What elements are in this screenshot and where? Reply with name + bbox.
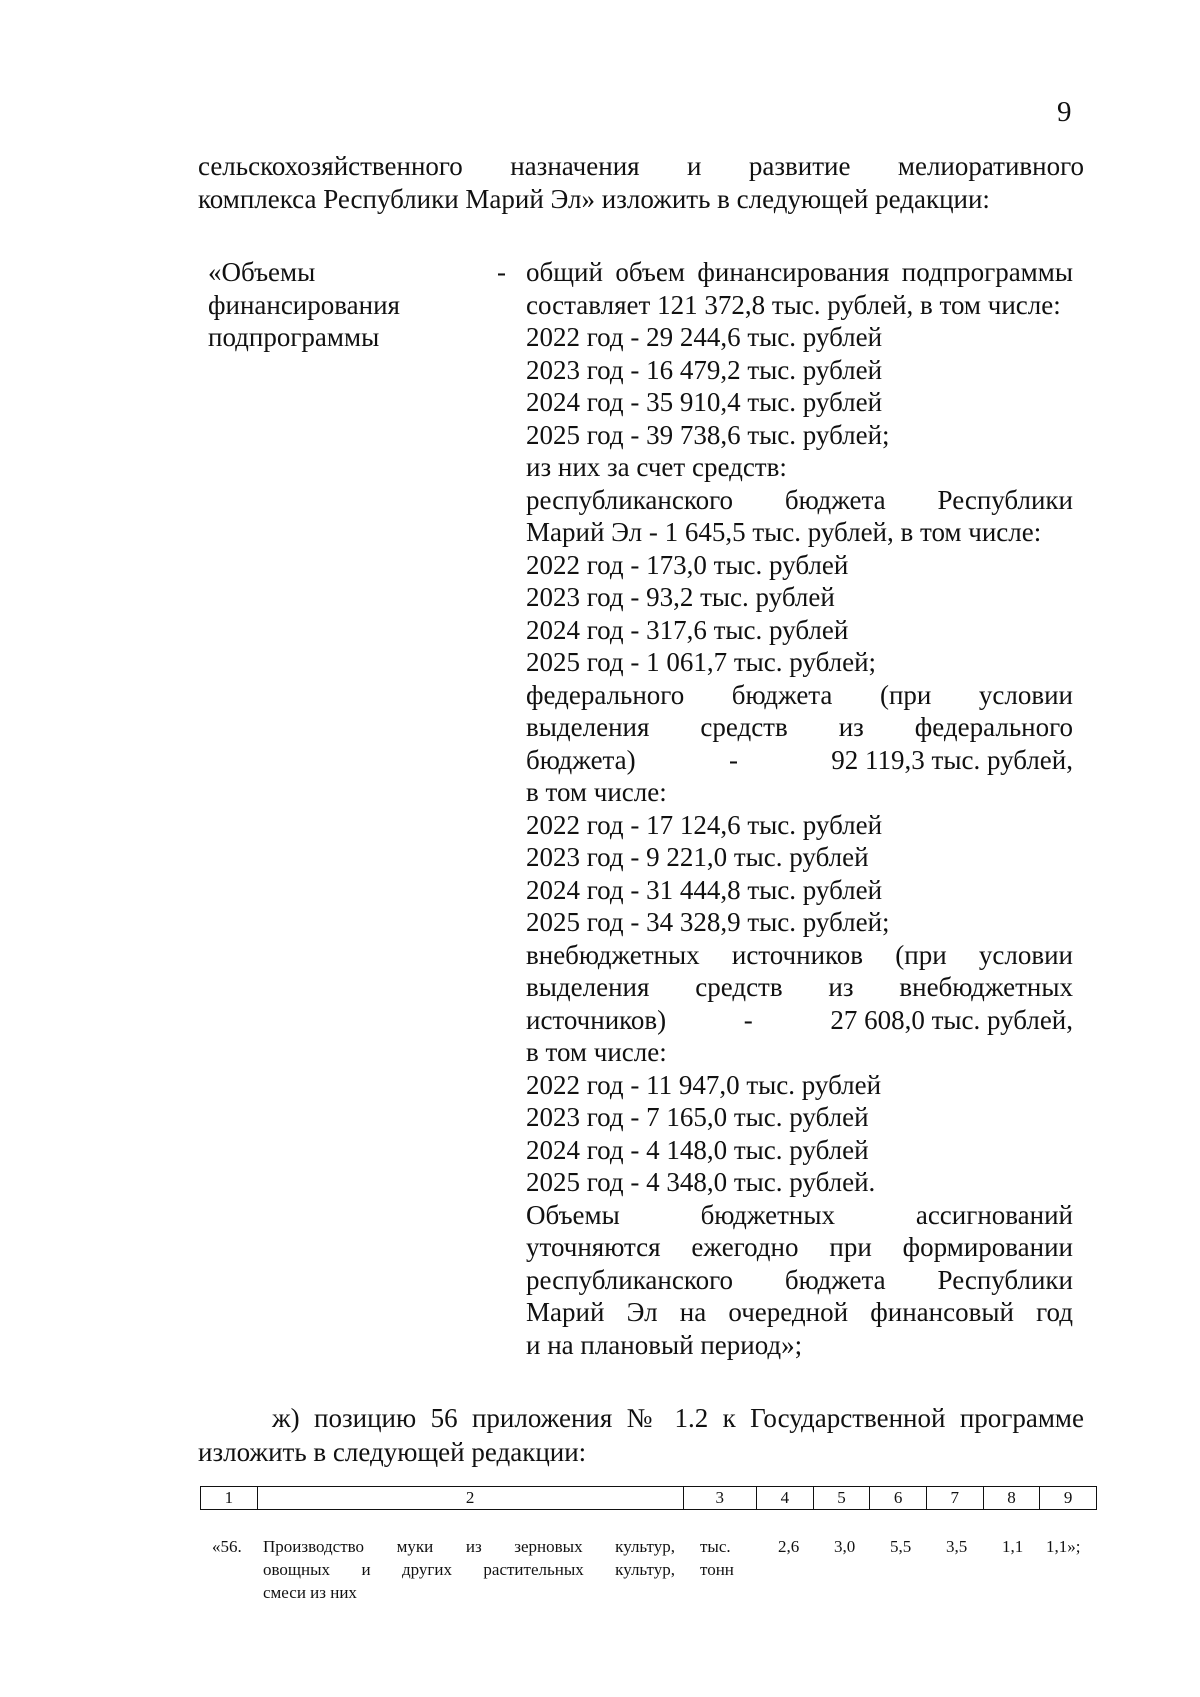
column-header: 7 (926, 1487, 983, 1510)
row-name-line: смеси из них (263, 1583, 357, 1602)
value-fragment: источников) (526, 1004, 667, 1035)
value-line: 2023 год - 93,2 тыс. рублей (526, 582, 835, 612)
column-header: 5 (813, 1487, 870, 1510)
row-unit-line: тыс. (700, 1537, 731, 1556)
value-line: 2023 год - 7 165,0 тыс. рублей (526, 1102, 869, 1132)
value-line: 2022 год - 29 244,6 тыс. рублей (526, 322, 883, 352)
column-header: 8 (983, 1487, 1040, 1510)
value-line: 2025 год - 34 328,9 тыс. рублей; (526, 907, 890, 937)
row-unit-line: тонн (700, 1560, 734, 1579)
paragraph-line: изложить в следующей редакции: (198, 1437, 587, 1467)
row-value-4: 2,6 (778, 1537, 800, 1556)
value-fragment: 92 119,3 тыс. рублей, (831, 744, 1073, 775)
column-header: 9 (1040, 1487, 1097, 1510)
column-header: 1 (201, 1487, 258, 1510)
value-line: 2023 год - 16 479,2 тыс. рублей (526, 354, 883, 385)
label-line: подпрограммы (208, 322, 380, 352)
value-line: уточняются ежегодно при формировании (526, 1232, 1073, 1262)
label-line: финансирования (208, 289, 400, 320)
value-line (526, 1004, 1073, 1037)
row-number: «56. (212, 1537, 242, 1556)
value-fragment: - (728, 744, 738, 775)
value-line: из них за счет средств: (526, 452, 787, 482)
value-line: 2025 год - 39 738,6 тыс. рублей; (526, 419, 890, 450)
row-value-5: 3,0 (834, 1537, 856, 1556)
value-line: республиканского бюджета Республики (526, 484, 1073, 515)
value-line: 2024 год - 35 910,4 тыс. рублей (526, 387, 883, 417)
column-header: 4 (757, 1487, 814, 1510)
value-line: 2024 год - 4 148,0 тыс. рублей (526, 1134, 869, 1165)
value-line: 2022 год - 173,0 тыс. рублей (526, 549, 849, 580)
value-line: Марий Эл - 1 645,5 тыс. рублей, в том числе: (526, 517, 1042, 547)
value-line: 2022 год - 11 947,0 тыс. рублей (526, 1069, 882, 1100)
value-fragment: 27 608,0 тыс. рублей, (830, 1004, 1073, 1035)
value-fragment: бюджета) (526, 744, 636, 775)
value-line: и на плановый период»; (526, 1329, 803, 1360)
value-line: выделения средств из внебюджетных (526, 972, 1073, 1002)
intro-line: комплекса Республики Марий Эл» изложить в следующей редакции: (198, 184, 990, 214)
value-line: федерального бюджета (при условии (526, 679, 1073, 710)
amendment-paragraph (198, 1401, 1084, 1469)
value-line: в том числе: (526, 777, 667, 807)
row-value-9: 1,1»; (1046, 1537, 1081, 1556)
row-name-line: овощных и других растительных культур, (263, 1560, 675, 1579)
paragraph-line: ж) позицию 56 приложения № 1.2 к Государственной программе (272, 1403, 1084, 1433)
value-line: 2025 год - 4 348,0 тыс. рублей. (526, 1167, 876, 1197)
value-fragment: - (743, 1004, 753, 1035)
value-line: 2024 год - 31 444,8 тыс. рублей (526, 874, 883, 905)
value-line: внебюджетных источников (при условии (526, 939, 1073, 970)
value-line: Марий Эл на очередной финансовый год (526, 1297, 1073, 1327)
value-line (526, 744, 1073, 777)
value-line: общий объем финансирования подпрограммы (526, 257, 1073, 287)
financing-values (526, 256, 1073, 1361)
column-header: 6 (870, 1487, 927, 1510)
value-line: республиканского бюджета Республики (526, 1264, 1073, 1295)
row-unit (700, 1535, 734, 1581)
intro-line: сельскохозяйственного назначения и развитие мелиоративного (198, 151, 1084, 181)
row-value-6: 5,5 (890, 1537, 912, 1556)
column-number-table (200, 1486, 1097, 1510)
row-value-7: 3,5 (946, 1537, 968, 1556)
separator-dash: - (497, 257, 506, 287)
row-name-line: Производство муки из зерновых культур, (263, 1537, 675, 1556)
row-value-8: 1,1 (1002, 1537, 1024, 1556)
value-line: 2023 год - 9 221,0 тыс. рублей (526, 842, 869, 872)
value-line: 2025 год - 1 061,7 тыс. рублей; (526, 647, 877, 677)
column-header: 2 (257, 1487, 683, 1510)
value-line: в том числе: (526, 1037, 667, 1067)
financing-label (208, 256, 468, 354)
table-header-row (201, 1487, 1097, 1510)
value-line: 2024 год - 317,6 тыс. рублей (526, 614, 849, 645)
table-row (200, 1535, 1100, 1615)
value-line: составляет 121 372,8 тыс. рублей, в том числе: (526, 289, 1061, 320)
value-line: выделения средств из федерального (526, 712, 1073, 742)
page-number: 9 (1057, 96, 1072, 128)
intro-paragraph (198, 150, 1084, 216)
column-header: 3 (683, 1487, 757, 1510)
label-line: «Объемы (208, 257, 316, 287)
row-name (263, 1535, 675, 1604)
value-line: Объемы бюджетных ассигнований (526, 1199, 1073, 1230)
value-line: 2022 год - 17 124,6 тыс. рублей (526, 809, 883, 840)
